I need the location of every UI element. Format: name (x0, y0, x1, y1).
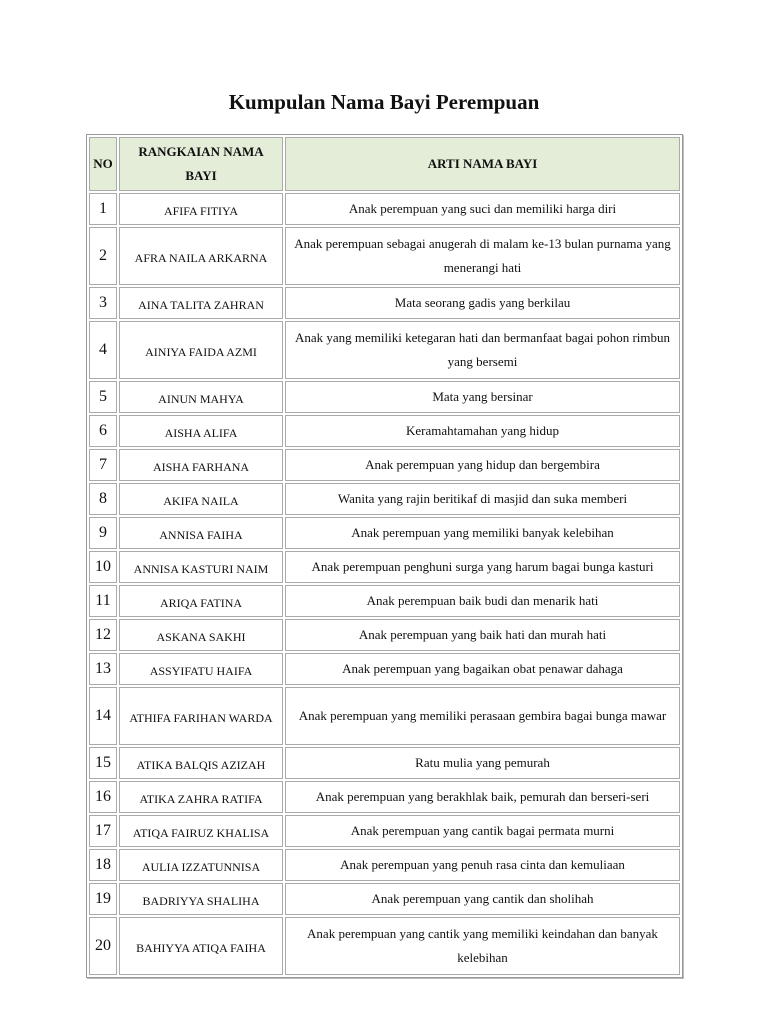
row-number: 18 (89, 849, 117, 881)
baby-name: BADRIYYA SHALIHA (119, 883, 283, 915)
name-meaning: Anak perempuan yang suci dan memiliki harga diri (285, 193, 680, 225)
row-number: 6 (89, 415, 117, 447)
name-meaning: Keramahtamahan yang hidup (285, 415, 680, 447)
table-row (89, 415, 680, 447)
row-number: 7 (89, 449, 117, 481)
table-row (89, 551, 680, 583)
name-meaning: Anak perempuan yang cantik bagai permata murni (285, 815, 680, 847)
table-row (89, 781, 680, 813)
baby-name: AINA TALITA ZAHRAN (119, 287, 283, 319)
table-row (89, 883, 680, 915)
baby-name: AINIYA FAIDA AZMI (119, 321, 283, 379)
row-number: 20 (89, 917, 117, 975)
baby-name: AULIA IZZATUNNISA (119, 849, 283, 881)
row-number: 5 (89, 381, 117, 413)
table-row (89, 653, 680, 685)
baby-name: ATIKA ZAHRA RATIFA (119, 781, 283, 813)
table-row (89, 747, 680, 779)
names-table (86, 134, 683, 978)
table-row (89, 193, 680, 225)
header-no: NO (89, 137, 117, 191)
baby-name: ATHIFA FARIHAN WARDA (119, 687, 283, 745)
table-row (89, 483, 680, 515)
name-meaning: Ratu mulia yang pemurah (285, 747, 680, 779)
row-number: 2 (89, 227, 117, 285)
row-number: 16 (89, 781, 117, 813)
baby-name: AINUN MAHYA (119, 381, 283, 413)
row-number: 3 (89, 287, 117, 319)
name-meaning: Anak perempuan yang hidup dan bergembira (285, 449, 680, 481)
name-meaning: Anak perempuan yang baik hati dan murah hati (285, 619, 680, 651)
name-meaning: Wanita yang rajin beritikaf di masjid dan suka memberi (285, 483, 680, 515)
baby-name: ASKANA SAKHI (119, 619, 283, 651)
baby-name: ASSYIFATU HAIFA (119, 653, 283, 685)
page-title: Kumpulan Nama Bayi Perempuan (228, 90, 540, 114)
baby-name: AFRA NAILA ARKARNA (119, 227, 283, 285)
name-meaning: Mata seorang gadis yang berkilau (285, 287, 680, 319)
table-row (89, 687, 680, 745)
baby-name: ATIQA FAIRUZ KHALISA (119, 815, 283, 847)
row-number: 13 (89, 653, 117, 685)
table-row (89, 815, 680, 847)
table-row (89, 321, 680, 379)
table-row (89, 227, 680, 285)
row-number: 19 (89, 883, 117, 915)
row-number: 14 (89, 687, 117, 745)
baby-name: AKIFA NAILA (119, 483, 283, 515)
table-row (89, 849, 680, 881)
name-meaning: Anak perempuan yang cantik dan sholihah (285, 883, 680, 915)
name-meaning: Mata yang bersinar (285, 381, 680, 413)
row-number: 11 (89, 585, 117, 617)
table-row (89, 517, 680, 549)
baby-name: AFIFA FITIYA (119, 193, 283, 225)
baby-name: ANNISA KASTURI NAIM (119, 551, 283, 583)
header-name: RANGKAIAN NAMA BAYI (119, 137, 283, 191)
name-meaning: Anak perempuan yang bagaikan obat penawar dahaga (285, 653, 680, 685)
name-meaning: Anak yang memiliki ketegaran hati dan bermanfaat bagai pohon rimbun yang bersemi (285, 321, 680, 379)
baby-name: ATIKA BALQIS AZIZAH (119, 747, 283, 779)
row-number: 15 (89, 747, 117, 779)
table-row (89, 287, 680, 319)
table-row (89, 381, 680, 413)
row-number: 17 (89, 815, 117, 847)
name-meaning: Anak perempuan baik budi dan menarik hati (285, 585, 680, 617)
header-meaning: ARTI NAMA BAYI (285, 137, 680, 191)
table-header-row (89, 137, 680, 191)
table-row (89, 449, 680, 481)
baby-name: BAHIYYA ATIQA FAIHA (119, 917, 283, 975)
table-row (89, 619, 680, 651)
row-number: 10 (89, 551, 117, 583)
row-number: 8 (89, 483, 117, 515)
name-meaning: Anak perempuan sebagai anugerah di malam ke-13 bulan purnama yang menerangi hati (285, 227, 680, 285)
name-meaning: Anak perempuan yang berakhlak baik, pemurah dan berseri-seri (285, 781, 680, 813)
table-row (89, 585, 680, 617)
baby-name: ARIQA FATINA (119, 585, 283, 617)
row-number: 9 (89, 517, 117, 549)
name-meaning: Anak perempuan yang memiliki perasaan gembira bagai bunga mawar (285, 687, 680, 745)
row-number: 12 (89, 619, 117, 651)
baby-name: ANNISA FAIHA (119, 517, 283, 549)
name-meaning: Anak perempuan yang memiliki banyak kelebihan (285, 517, 680, 549)
name-meaning: Anak perempuan yang cantik yang memiliki keindahan dan banyak kelebihan (285, 917, 680, 975)
name-meaning: Anak perempuan penghuni surga yang harum bagai bunga kasturi (285, 551, 680, 583)
table-row (89, 917, 680, 975)
baby-name: AISHA ALIFA (119, 415, 283, 447)
row-number: 4 (89, 321, 117, 379)
row-number: 1 (89, 193, 117, 225)
name-meaning: Anak perempuan yang penuh rasa cinta dan kemuliaan (285, 849, 680, 881)
baby-name: AISHA FARHANA (119, 449, 283, 481)
